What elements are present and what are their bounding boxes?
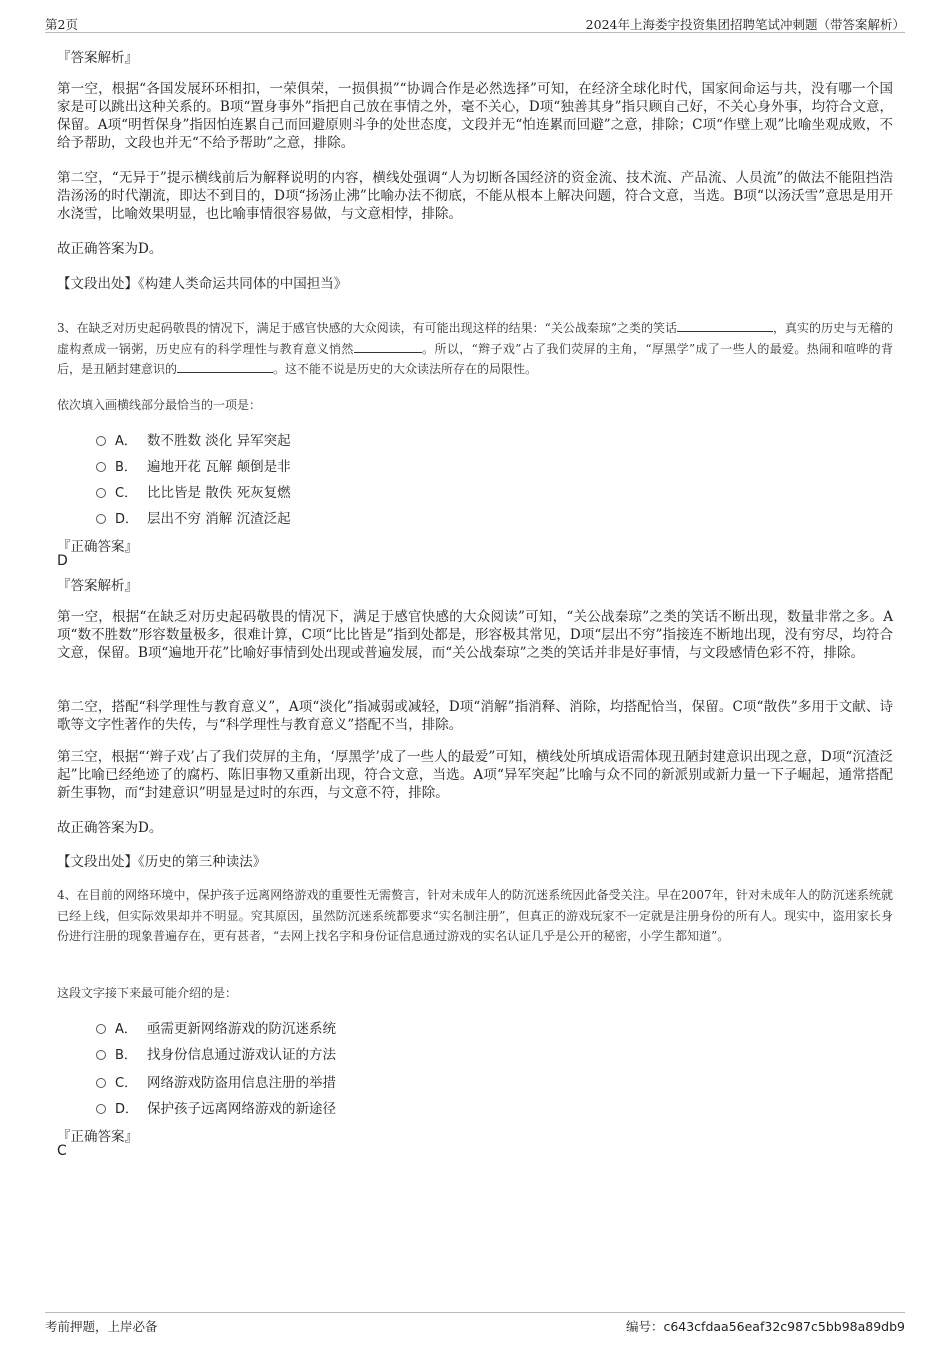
q3-option-a[interactable] bbox=[96, 429, 291, 449]
q2-analysis-para1 bbox=[57, 80, 893, 152]
radio-icon[interactable] bbox=[96, 1078, 106, 1088]
q4-answer-label: 『正确答案』 bbox=[57, 1129, 138, 1145]
page-number: 第2页 bbox=[45, 17, 78, 32]
stem-part: 。所以，“辫子戏”占了我们荧屏的主角，“厚黑学”成了一些人的最爱。热闹和喧哗的背后，是丑陋封建意识的 bbox=[57, 341, 893, 376]
page-header bbox=[45, 12, 905, 33]
option-key: D． bbox=[115, 1102, 139, 1117]
option-key: C． bbox=[115, 486, 138, 501]
q3-conclusion bbox=[57, 819, 893, 837]
option-text: 网络游戏防盗用信息注册的举措 bbox=[147, 1075, 336, 1091]
q3-prompt: 依次填入画横线部分最恰当的一项是： bbox=[57, 398, 262, 412]
paragraph: 第三空，根据“‘辫子戏’占了我们荧屏的主角，‘厚黑学’成了一些人的最爱”可知，横线处所填成语需体现丑陋封建意识出现之意，D项“沉渣泛起”比喻已经绝迹了的腐朽、陈旧事物又重新出现，符合文意，当选。A项“异军突起”比喻与众不同的新派别或新力量一下子崛起，通常搭配新生事物，而“封建意识”明显是过时的东西，与文意不符，排除。 bbox=[57, 749, 893, 801]
option-text: 找身份信息通过游戏认证的方法 bbox=[147, 1047, 336, 1063]
paragraph: 第二空，搭配“科学理性与教育意义”，A项“淡化”指减弱或减轻，D项“消解”指消释、消除，均搭配恰当，保留。C项“散佚”多用于文献、诗歌等文字性著作的失传，与“科学理性与教育意义”搭配不当，排除。 bbox=[57, 699, 893, 733]
q4-stem bbox=[57, 885, 893, 947]
q2-conclusion bbox=[57, 240, 893, 258]
q3-answer: D bbox=[57, 553, 68, 569]
option-key: C． bbox=[115, 1076, 138, 1091]
option-key: D． bbox=[115, 512, 139, 527]
q3-analysis-para1 bbox=[57, 608, 893, 662]
blank-line bbox=[177, 360, 273, 373]
paragraph: 第一空，根据“各国发展环环相扣，一荣俱荣，一损俱损”“协调合作是必然选择”可知，在经济全球化时代，国家间命运与共，没有哪一个国家是可以跳出这种关系的。B项“置身事外”指把自己放在事情之外，毫不关心，D项“独善其身”指只顾自己好，不关心身外事，均符合文意，保留。A项“明哲保身”指因怕连累自己而回避原则斗争的处世态度，文段并无“怕连累而回避”之意，排除；C项“作壁上观”比喻坐观成败，不给予帮助，文段也并无“不给予帮助”之意，排除。 bbox=[57, 81, 893, 151]
footer-note: 考前押题，上岸必备 bbox=[45, 1319, 158, 1334]
option-text: 遍地开花 瓦解 颠倒是非 bbox=[147, 459, 291, 475]
stem-part: 。这不能不说是历史的大众读法所存在的局限性。 bbox=[273, 362, 538, 376]
q3-option-b[interactable] bbox=[96, 455, 291, 475]
code-value: c643cfdaa56eaf32c987c5bb98a89db9 bbox=[663, 1319, 905, 1334]
radio-icon[interactable] bbox=[96, 488, 106, 498]
radio-icon[interactable] bbox=[96, 436, 106, 446]
q2-source bbox=[57, 275, 893, 293]
paragraph: 故正确答案为D。 bbox=[57, 820, 163, 836]
q3-stem bbox=[57, 318, 893, 380]
option-key: B． bbox=[115, 1048, 137, 1063]
document-code bbox=[626, 1317, 905, 1335]
radio-icon[interactable] bbox=[96, 1050, 106, 1060]
stem-part: ，真实的历史与无稽的虚构煮成一锅粥，历史应有的科学理性与教育意义悄然 bbox=[57, 321, 893, 356]
paragraph: 【文段出处】《历史的第三种读法》 bbox=[57, 854, 267, 870]
option-text: 层出不穷 消解 沉渣泛起 bbox=[147, 511, 291, 527]
paragraph: 第二空，“无异于”提示横线前后为解释说明的内容，横线处强调“人为切断各国经济的资金流、技术流、产品流、人员流”的做法不能阻挡浩浩汤汤的时代潮流，即达不到目的，D项“扬汤止沸”比喻办法不彻底，不能从根本上解决问题，符合文意，当选。B项“以汤沃雪”意思是用开水浇雪，比喻效果明显，也比喻事情很容易做，与文意相悖，排除。 bbox=[57, 170, 893, 222]
q3-analysis-label: 『答案解析』 bbox=[57, 578, 138, 594]
option-text: 数不胜数 淡化 异军突起 bbox=[147, 433, 291, 449]
q2-analysis-label: 『答案解析』 bbox=[57, 50, 138, 66]
paragraph: 故正确答案为D。 bbox=[57, 241, 163, 257]
q4-option-c[interactable] bbox=[96, 1071, 336, 1091]
q3-analysis-para2 bbox=[57, 698, 893, 734]
radio-icon[interactable] bbox=[96, 1024, 106, 1034]
q4-prompt: 这段文字接下来最可能介绍的是： bbox=[57, 986, 238, 1000]
q3-answer-label: 『正确答案』 bbox=[57, 539, 138, 555]
q3-option-c[interactable] bbox=[96, 481, 291, 501]
option-text: 比比皆是 散佚 死灰复燃 bbox=[147, 485, 291, 501]
radio-icon[interactable] bbox=[96, 514, 106, 524]
stem-part: 3、在缺乏对历史起码敬畏的情况下，满足于感官快感的大众阅读，有可能出现这样的结果：“关公战秦琼”之类的笑话 bbox=[57, 321, 677, 335]
q3-analysis-para3 bbox=[57, 748, 893, 802]
paragraph: 第一空，根据“在缺乏对历史起码敬畏的情况下，满足于感官快感的大众阅读”可知，“关公战秦琼”之类的笑话不断出现，数量非常之多。A项“数不胜数”形容数量极多，很难计算，C项“比比皆是”指到处都是，形容极其常见，D项“层出不穷”指接连不断地出现，没有穷尽，均符合文意，保留。B项“遍地开花”比喻好事情到处出现或普遍发展，而“关公战秦琼”之类的笑话并非是好事情，与文段感情色彩不符，排除。 bbox=[57, 609, 893, 661]
document-title: 2024年上海娄宇投资集团招聘笔试冲刺题（带答案解析） bbox=[585, 17, 905, 32]
option-key: A． bbox=[115, 1022, 137, 1037]
blank-line bbox=[677, 319, 773, 332]
option-text: 亟需更新网络游戏的防沉迷系统 bbox=[147, 1021, 336, 1037]
code-label: 编号： bbox=[625, 1319, 664, 1334]
q3-option-d[interactable] bbox=[96, 507, 291, 527]
option-key: B． bbox=[115, 460, 137, 475]
q4-option-a[interactable] bbox=[96, 1017, 336, 1037]
radio-icon[interactable] bbox=[96, 1104, 106, 1114]
paragraph: 【文段出处】《构建人类命运共同体的中国担当》 bbox=[57, 276, 348, 292]
blank-line bbox=[354, 340, 422, 353]
page-footer bbox=[45, 1312, 905, 1337]
q3-source bbox=[57, 853, 893, 871]
q2-analysis-para2 bbox=[57, 169, 893, 223]
option-text: 保护孩子远离网络游戏的新途径 bbox=[147, 1101, 336, 1117]
radio-icon[interactable] bbox=[96, 462, 106, 472]
question-text bbox=[57, 318, 893, 380]
q4-answer: C bbox=[57, 1143, 67, 1159]
option-key: A． bbox=[115, 434, 137, 449]
q4-option-d[interactable] bbox=[96, 1097, 336, 1117]
q4-option-b[interactable] bbox=[96, 1043, 336, 1063]
question-text: 4、在目前的网络环境中，保护孩子远离网络游戏的重要性无需赘言，针对未成年人的防沉迷系统因此备受关注。早在2007年，针对未成年人的防沉迷系统就已经上线，但实际效果却并不明显。究其原因，虽然防沉迷系统都要求“实名制注册”，但真正的游戏玩家不一定就是注册身份的所有人。现实中，盗用家长身份进行注册的现象普遍存在，更有甚者，“去网上找名字和身份证信息通过游戏的实名认证几乎是公开的秘密，小学生都知道”。 bbox=[57, 888, 893, 943]
